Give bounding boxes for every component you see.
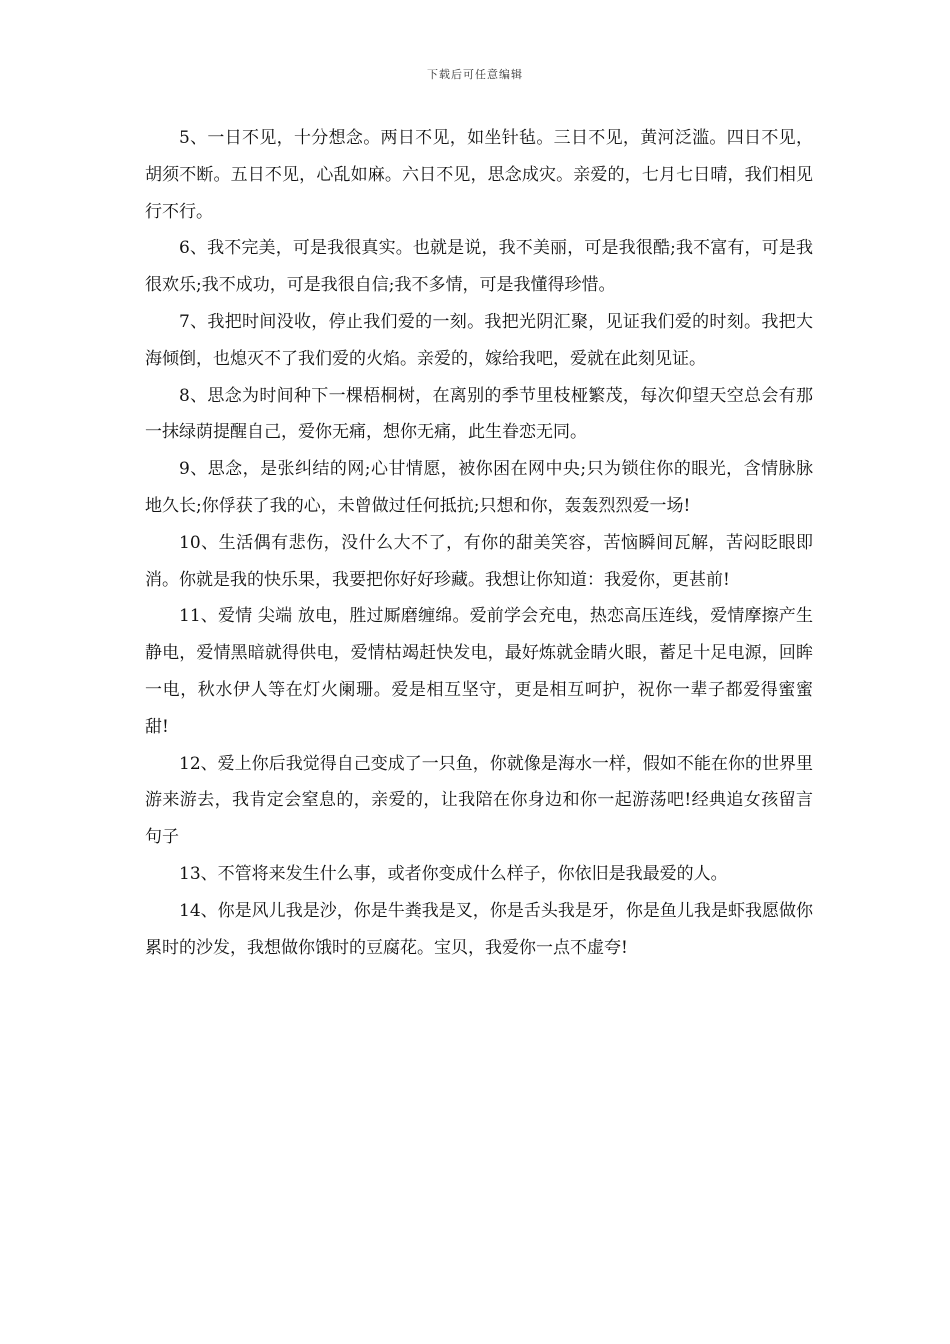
paragraph-7: 7、我把时间没收，停止我们爱的一刻。我把光阴汇聚，见证我们爱的时刻。我把大海倾倒，也熄灭不了我们爱的火焰。亲爱的，嫁给我吧，爱就在此刻见证。 bbox=[145, 311, 813, 369]
paragraph-9: 9、思念，是张纠结的网;心甘情愿，被你困在网中央;只为锁住你的眼光，含情脉脉地久长;你俘获了我的心，未曾做过任何抵抗;只想和你，轰轰烈烈爱一场! bbox=[145, 459, 813, 516]
page-header: 下载后可任意编辑 bbox=[427, 68, 523, 81]
document-body bbox=[145, 120, 813, 966]
paragraph-8: 8、思念为时间种下一棵梧桐树，在离别的季节里枝桠繁茂，每次仰望天空总会有那一抹绿荫提醒自己，爱你无痛，想你无痛，此生眷恋无同。 bbox=[145, 385, 813, 443]
paragraph-5: 5、一日不见，十分想念。两日不见，如坐针毡。三日不见，黄河泛滥。四日不见，胡须不断。五日不见，心乱如麻。六日不见，思念成灾。亲爱的，七月七日晴，我们相见行不行。 bbox=[145, 128, 813, 222]
paragraph-13: 13、不管将来发生什么事，或者你变成什么样子，你依旧是我最爱的人。 bbox=[179, 863, 728, 884]
paragraph-6: 6、我不完美，可是我很真实。也就是说，我不美丽，可是我很酷;我不富有，可是我很欢乐;我不成功，可是我很自信;我不多情，可是我懂得珍惜。 bbox=[145, 238, 813, 296]
paragraph-11: 11、爱情 尖端 放电，胜过厮磨缠绵。爱前学会充电，热恋高压连线，爱情摩擦产生静电，爱情黑暗就得供电，爱情枯竭赶快发电，最好炼就金睛火眼，蓄足十足电源，回眸一电，秋水伊人等在灯火阑珊。爱是相互坚守，更是相互呵护，祝你一辈子都爱得蜜蜜甜! bbox=[145, 606, 813, 737]
paragraph-12: 12、爱上你后我觉得自己变成了一只鱼，你就像是海水一样，假如不能在你的世界里游来游去，我肯定会窒息的，亲爱的，让我陪在你身边和你一起游荡吧!经典追女孩留言句子 bbox=[145, 753, 813, 848]
paragraph-10: 10、生活偶有悲伤，没什么大不了，有你的甜美笑容，苦恼瞬间瓦解，苦闷眨眼即消。你就是我的快乐果，我要把你好好珍藏。我想让你知道：我爱你，更甚前! bbox=[145, 532, 813, 590]
paragraph-14: 14、你是风儿我是沙，你是牛粪我是叉，你是舌头我是牙，你是鱼儿我是虾我愿做你累时的沙发，我想做你饿时的豆腐花。宝贝，我爱你一点不虚夸! bbox=[145, 900, 813, 958]
